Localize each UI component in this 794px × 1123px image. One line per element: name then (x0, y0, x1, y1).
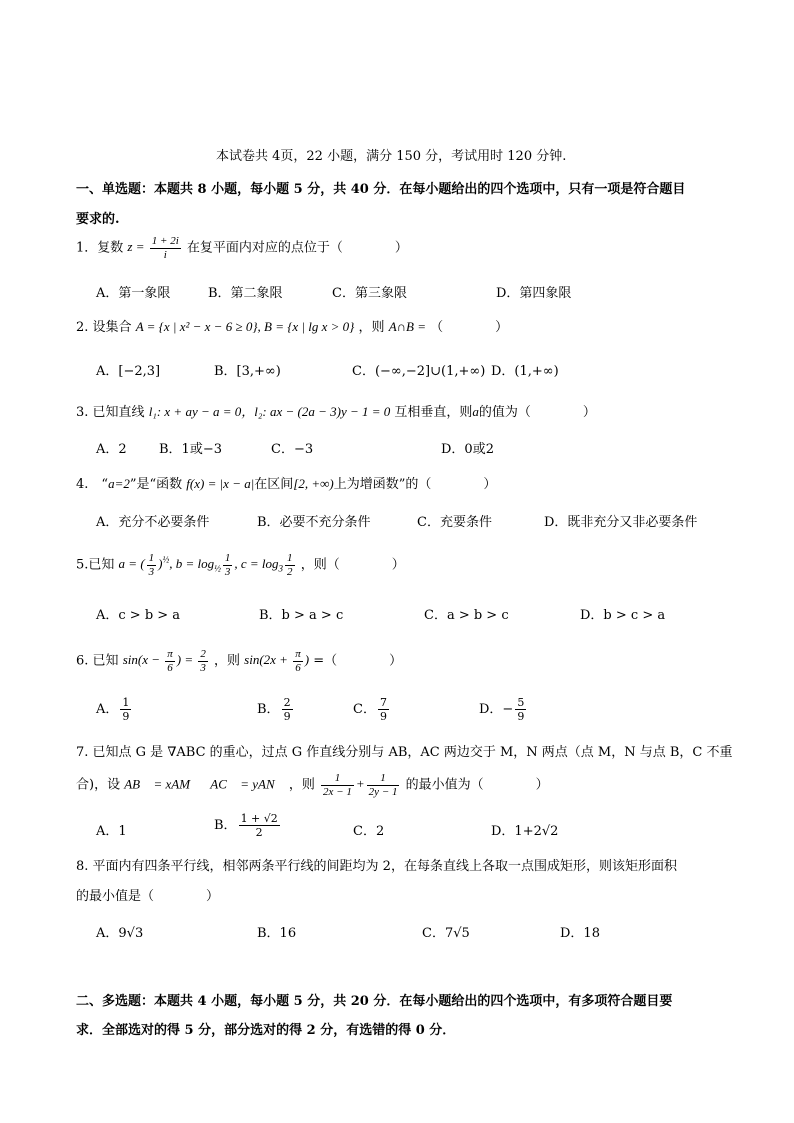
question-8-line1: 8. 平面内有四条平行线，相邻两条平行线的间距均为 2，在每条直线上各取一点围成矩形，则该矩形面积 (76, 859, 677, 874)
q6-given: sin(x − $\frac{\pi}{6}$ ) = $\frac{2}{3}$ (122, 648, 206, 674)
q5-prefix: 5.已知 (76, 557, 115, 573)
q5-option-b: B．b > a > c (259, 608, 344, 623)
q7-option-a: A．1 (96, 824, 127, 839)
q8-option-c: C．7√5 (422, 926, 470, 941)
q7-line2-prefix: 合)，设 (76, 777, 121, 793)
q1-formula: z = $\frac{1 + 2i}{i}$ (127, 235, 179, 261)
q4-prefix: 4. “ (76, 477, 109, 492)
q7-option-b: B． $\frac{1 + √2}{2}$ (214, 812, 278, 839)
q6-option-b: B． $\frac{2}{9}$ (257, 696, 291, 723)
q2-intersection: A∩B = (388, 319, 426, 334)
q5-tail: ，则（ ） (300, 557, 405, 573)
section1-title-line1: 一、单选题：本题共 8 小题，每小题 5 分，共 40 分．在每小题给出的四个选项中，只有一项是符合题目 (76, 182, 686, 197)
q6-prefix: 6. 已知 (76, 653, 119, 669)
q1-option-c: C．第三象限 (332, 286, 407, 301)
q7-line2-mid: ，则 (288, 777, 315, 793)
q7-vectors: AB⃗ = xAM⃗，AC⃗ = yAN⃗ (124, 776, 285, 792)
q3-lines-formula: l₁: x + ay − a = 0，l₂: ax − (2a − 3)y − 1 = 0 (148, 404, 391, 419)
q6-option-c: C． $\frac{7}{9}$ (353, 696, 387, 723)
q3-tail: 的值为（ ） (478, 405, 596, 420)
q1-stem-after: 在复平面内对应的点位于（ ） (186, 240, 408, 256)
q2-prefix: 2. 设集合 (76, 320, 132, 335)
q6-target: sin(2x + $\frac{\pi}{6}$ ) (244, 648, 310, 674)
q6-mid: ，则 (214, 653, 241, 669)
q3-option-b: B．1或−3 (159, 442, 222, 457)
section2-title-line2: 求．全部选对的得 5 分，部分选对的得 2 分，有选错的得 0 分． (76, 1023, 456, 1038)
q4-mid1: ”是“函数 (129, 477, 183, 492)
q1-option-a: A．第一象限 (96, 286, 171, 301)
q6-option-d: D．− $\frac{5}{9}$ (479, 696, 525, 723)
q4-option-c: C．充要条件 (417, 515, 492, 530)
q7-option-c: C．2 (353, 824, 385, 839)
question-6-stem (76, 648, 402, 675)
q8-option-b: B．16 (257, 926, 297, 941)
exam-header: 本试卷共 4页，22 小题，满分 150 分，考试用时 120 分钟. (216, 149, 567, 164)
q4-function: f(x) = |x − a| (186, 476, 255, 491)
q1-option-d: D．第四象限 (496, 286, 572, 301)
q1-option-b: B．第二象限 (208, 286, 283, 301)
q2-option-b: B．[3,+∞) (214, 364, 281, 379)
q7-expression: $\frac{1}{2x - 1}$ + $\frac{1}{2y - 1}$ (323, 772, 398, 798)
q4-option-a: A．充分不必要条件 (96, 515, 210, 530)
q7-option-d: D．1+2√2 (491, 824, 559, 839)
q2-set-formula: A = {x | x² − x − 6 ≥ 0}, B = {x | lg x > 0} (135, 319, 355, 334)
q6-option-a: A． $\frac{1}{9}$ (96, 696, 130, 723)
question-2-stem (76, 316, 508, 335)
q3-option-d: D．0或2 (441, 442, 494, 457)
q3-stem-after: 互相垂直，则 (394, 405, 473, 420)
q3-option-c: C．−3 (271, 442, 314, 457)
question-5-stem (76, 552, 405, 579)
q5-option-a: A．c > b > a (96, 608, 181, 623)
q2-option-a: A．[−2,3] (96, 364, 161, 379)
q2-option-c: C．(−∞,−2]∪(1,+∞) (352, 364, 486, 379)
q8-option-d: D．18 (560, 926, 600, 941)
question-7-line2 (76, 772, 549, 799)
q3-option-a: A．2 (96, 442, 127, 457)
q3-prefix: 3. 已知直线 (76, 405, 145, 420)
q5-option-c: C．a > b > c (424, 608, 509, 623)
q7-line2-tail: 的最小值为（ ） (405, 777, 549, 793)
q4-tail: 上为增函数”的（ ） (333, 477, 497, 492)
q2-stem-after: ，则 (358, 320, 385, 335)
q4-option-b: B．必要不充分条件 (257, 515, 371, 530)
q5-formula: a = ( $\frac{1}{3}$ )$^{\frac{1}{2}}$, $b = \log_{\frac{1}{2}}$ $\frac{1}{3}$ , $c = \log_3$ $\frac{1}{2}$ (118, 552, 293, 578)
q2-tail: （ ） (430, 320, 509, 335)
q4-condition: a=2 (108, 476, 130, 491)
q8-option-a: A．9√3 (96, 926, 144, 941)
section1-title-line2: 要求的. (76, 212, 120, 227)
question-8-line2: 的最小值是（ ） (76, 889, 220, 904)
question-7-line1: 7. 已知点 G 是 ∇ABC 的重心，过点 G 作直线分别与 AB，AC 两边交于 M，N 两点（点 M，N 与点 B，C 不重 (76, 745, 733, 760)
q1-prefix: 1．复数 (76, 240, 124, 256)
q2-option-d: D．(1,+∞) (491, 364, 559, 379)
section2-title-line1: 二、多选题：本题共 4 小题，每小题 5 分，共 20 分．在每小题给出的四个选项中，有多项符合题目要 (76, 994, 673, 1009)
question-1-stem (76, 235, 408, 262)
q3-var-a: a (472, 404, 479, 419)
question-4-stem (76, 473, 496, 492)
q4-mid2: 在区间 (254, 477, 294, 492)
q4-interval: [2, +∞) (293, 476, 334, 491)
q5-option-d: D．b > c > a (580, 608, 666, 623)
q4-option-d: D．既非充分又非必要条件 (544, 515, 698, 530)
question-3-stem (76, 401, 596, 420)
q6-tail: =（ ） (313, 653, 403, 669)
